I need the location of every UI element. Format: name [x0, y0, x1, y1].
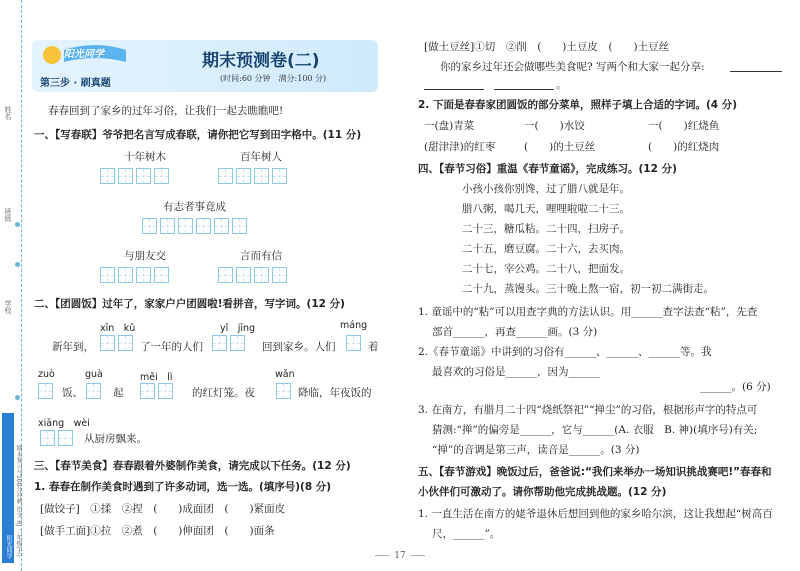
q4-s3-line3: “掸”的音调是第三声，读音是______。(3 分) — [432, 444, 640, 456]
menu-6: ( )的红烧肉 — [648, 141, 720, 153]
poem-line-4: 二十五，磨豆腐。二十六，去买肉。 — [462, 243, 630, 255]
q3-row-tudousi: [做土豆丝]①切 ②削 ( )土豆皮 ( )土豆丝 — [424, 41, 670, 53]
q1-heading: 一、【写春联】爷爷把名言写成春联，请你把它写到田字格中。(11 分) — [34, 129, 362, 141]
q3-row-jiaozi: [做饺子] ①揉 ②捏 ( )成面团 ( )紧面皮 — [40, 503, 286, 515]
tianzige-box[interactable] — [254, 168, 269, 184]
pinyin-wan: wǎn — [275, 369, 295, 380]
menu-1: 一(盘)青菜 — [424, 120, 475, 132]
pinyin-meili: měi lì — [140, 372, 173, 383]
tianzige-box[interactable] — [142, 218, 157, 234]
punch-hole — [15, 395, 20, 400]
q4-s2-line1: 2.《春节童谣》中讲到的习俗有______、______、______等。我 — [418, 346, 712, 358]
tianzige-box[interactable] — [40, 430, 55, 446]
page-number: 17 — [350, 551, 450, 561]
q3-row-mian: [做手工面]①拉 ②煮 ( )伸面团 ( )面条 — [40, 525, 275, 537]
logo-text: 阳光同学 — [64, 49, 104, 60]
pinyin-mang: máng — [340, 320, 368, 331]
binding-spine — [0, 0, 22, 571]
pinyin-zuo: zuò — [38, 369, 55, 380]
tianzige-box[interactable] — [140, 383, 155, 399]
menu-4: (甜津津)的红枣 — [424, 141, 496, 153]
tianzige-box[interactable] — [254, 267, 269, 283]
q3-sub1: 1. 春春在制作美食时遇到了许多动词，选一选。(填序号)(8 分) — [34, 481, 332, 493]
poem-line-3: 二十三，糖瓜粘。二十四，扫房子。 — [462, 223, 630, 235]
q4-s2-line2: 最喜欢的习俗是______，因为______ — [432, 366, 600, 378]
q2-text-9: 从厨房飘来。 — [84, 433, 147, 445]
q5-s1-line2: 尺，______”。 — [432, 528, 501, 540]
tianzige-box[interactable] — [38, 383, 53, 399]
share-period: 。 — [556, 79, 567, 91]
phrase-3: 有志者事竟成 — [163, 201, 226, 213]
poem-line-6: 二十九，蒸馒头。三十晚上熬一宿，初一初二满街走。 — [462, 283, 714, 295]
q3-heading: 三、【春节美食】春春跟着外婆制作美食，请完成以下任务。(12 分) — [34, 460, 351, 472]
q4-heading: 四、【春节习俗】重温《春节童谣》，完成练习。(12 分) — [418, 163, 677, 175]
logo — [40, 42, 130, 68]
page-title: 期末预测卷(二) — [202, 51, 320, 71]
tianzige-box[interactable] — [218, 168, 233, 184]
q2-text-3: 回到家乡。人们 — [262, 341, 336, 353]
tianzige-box[interactable] — [118, 267, 133, 283]
phrase-4: 与朋友交 — [124, 250, 166, 262]
tianzige-box[interactable] — [232, 218, 247, 234]
poem-line-1: 小孩小孩你别馋，过了腊八就是年。 — [462, 183, 630, 195]
series-text: 期末复习与100分冲刺 语文 RJ 二年级(上) — [15, 445, 22, 557]
tianzige-box[interactable] — [118, 335, 133, 351]
q5-s1-line1: 1. 一直生活在南方的姥爷退休后想回到他的家乡哈尔滨，这让我想起“树高百 — [418, 508, 773, 520]
q2-heading: 二、【团圆饭】过年了，家家户户团圆啦!看拼音，写字词。(12 分) — [34, 298, 345, 310]
tianzige-box[interactable] — [58, 430, 73, 446]
tianzige-box[interactable] — [218, 267, 233, 283]
q2-text-7: 的红灯笼。夜 — [192, 387, 255, 399]
tianzige-box[interactable] — [236, 168, 251, 184]
tianzige-box[interactable] — [178, 218, 193, 234]
tianzige-box[interactable] — [272, 168, 287, 184]
exam-header — [32, 40, 378, 92]
pinyin-xiangwei: xiāng wèi — [38, 418, 90, 429]
q5-heading-line1: 五、【春节游戏】晚饭过后，爸爸说:“我们来举办一场知识挑战赛吧!”春春和 — [418, 466, 772, 478]
intro-text: 春春回到了家乡的过年习俗，让我们一起去瞧瞧吧! — [48, 105, 284, 117]
tianzige-box[interactable] — [230, 335, 245, 351]
q2-text-5: 饭、 — [62, 387, 83, 399]
tianzige-box[interactable] — [276, 383, 291, 399]
pinyin-xinku: xīn kǔ — [100, 323, 136, 334]
q4-s2-line3: ______。(6 分) — [700, 381, 771, 393]
phrase-2: 百年树人 — [240, 151, 282, 163]
share-blank[interactable] — [424, 89, 484, 90]
tianzige-box[interactable] — [160, 218, 175, 234]
q2-text-4: 着 — [368, 341, 379, 353]
tianzige-box[interactable] — [100, 267, 115, 283]
pinyin-gua: guà — [85, 369, 103, 380]
name-label: 姓名 — [4, 106, 12, 120]
q4-s3-line2: 猜测:“掸”的偏旁是______，它与______(A. 衣服 B. 神)(填序号)有关; — [432, 424, 758, 436]
tianzige-box[interactable] — [214, 218, 229, 234]
brand-text: 阳光同学 — [5, 535, 12, 559]
q5-heading-line2: 小伙伴们可激动了。请你帮助他完成挑战题。(12 分) — [418, 486, 667, 498]
share-blank[interactable] — [494, 89, 554, 90]
phrase-5: 言而有信 — [240, 250, 282, 262]
phrase-1: 十年树木 — [124, 151, 166, 163]
q2-text-8: 降临，年夜饭的 — [298, 387, 372, 399]
menu-2: 一( )水饺 — [524, 120, 585, 132]
tianzige-box[interactable] — [100, 168, 115, 184]
tianzige-box[interactable] — [154, 267, 169, 283]
q2-text-2: 了一年的人们 — [140, 341, 203, 353]
school-label: 学校 — [4, 300, 12, 314]
tianzige-box[interactable] — [100, 335, 115, 351]
tianzige-box[interactable] — [136, 267, 151, 283]
tianzige-box[interactable] — [212, 335, 227, 351]
q3-share-prompt: 你的家乡过年还会做哪些美食呢? 写两个和大家一起分享: — [440, 61, 705, 73]
class-label: 班级 — [4, 208, 12, 222]
share-blank[interactable] — [730, 71, 782, 72]
menu-3: 一( )红烧鱼 — [648, 120, 720, 132]
pinyin-yijing: yǐ jīng — [220, 323, 256, 334]
q2-text-1: 新年到， — [52, 341, 94, 353]
tianzige-box[interactable] — [86, 383, 101, 399]
tianzige-box[interactable] — [158, 383, 173, 399]
tianzige-box[interactable] — [236, 267, 251, 283]
tianzige-box[interactable] — [154, 168, 169, 184]
exam-meta: (时间:60 分钟 满分:100 分) — [220, 74, 327, 83]
tianzige-box[interactable] — [272, 267, 287, 283]
tianzige-box[interactable] — [196, 218, 211, 234]
q2-text-6: 起 — [113, 387, 124, 399]
q3-sub2: 2. 下面是春春家团圆饭的部分菜单，照样子填上合适的字词。(4 分) — [418, 99, 738, 111]
poem-line-2: 腊八粥，喝几天，哩哩啦啦二十三。 — [462, 203, 630, 215]
q4-s1-line2: 部首______，再查______画。(3 分) — [432, 326, 598, 338]
punch-hole — [15, 222, 20, 227]
step-label: 第三步 · 刷真题 — [40, 78, 111, 89]
q4-s1-line1: 1. 童谣中的“粘”可以用查字典的方法认识。用______查字法查“粘”，先查 — [418, 306, 758, 318]
punch-hole — [15, 262, 20, 267]
q4-s3-line1: 3. 在南方，有腊月二十四“烧纸祭祀”“掸尘”的习俗，根据形声字的特点可 — [418, 404, 758, 416]
menu-5: ( )的土豆丝 — [524, 141, 596, 153]
tianzige-box[interactable] — [118, 168, 133, 184]
tianzige-box[interactable] — [136, 168, 151, 184]
tianzige-box[interactable] — [346, 335, 361, 351]
poem-line-5: 二十七，宰公鸡。二十八，把面发。 — [462, 263, 630, 275]
